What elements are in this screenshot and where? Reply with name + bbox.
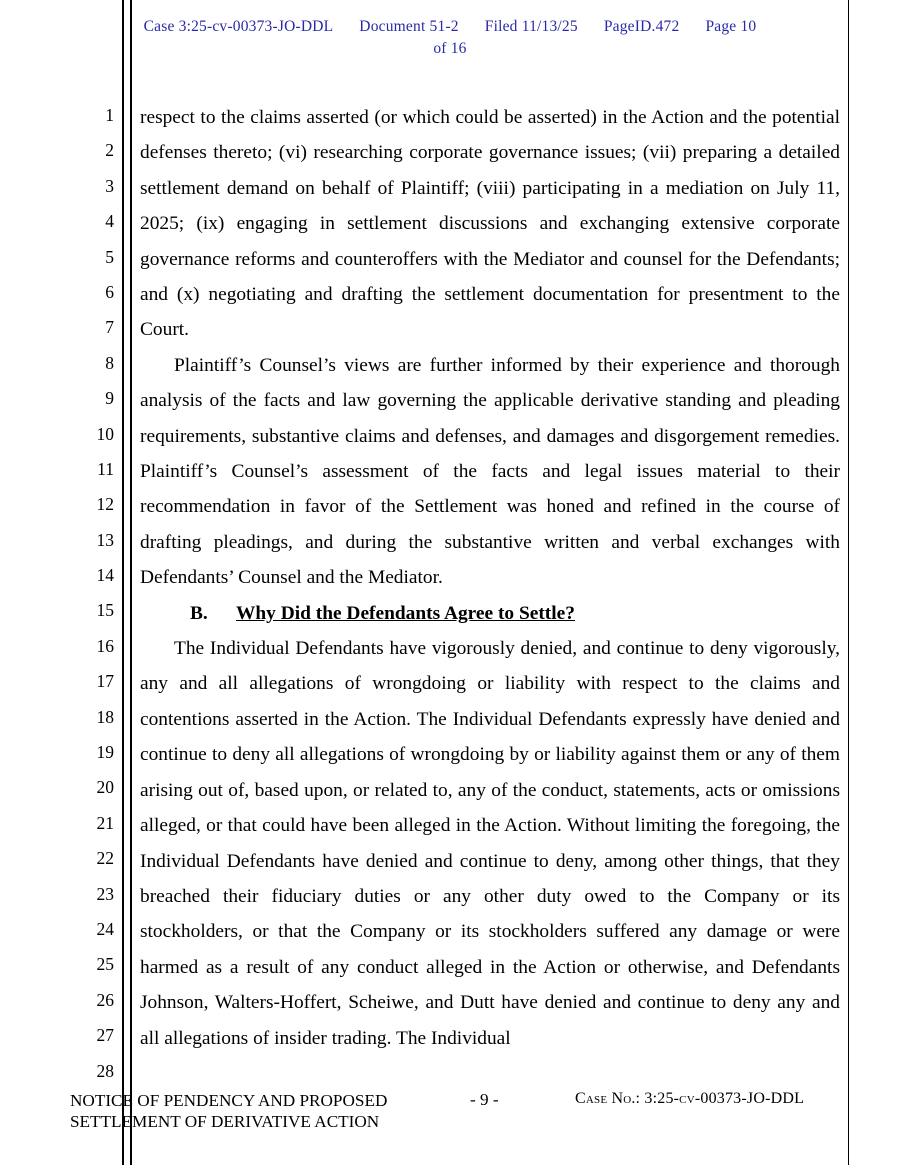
footer-title-line-1: NOTICE OF PENDENCY AND PROPOSED bbox=[70, 1091, 388, 1110]
line-number: 2 bbox=[105, 140, 114, 161]
line-number: 1 bbox=[105, 105, 114, 125]
line-number: 7 bbox=[105, 317, 114, 338]
line-number-column bbox=[62, 98, 114, 1089]
line-number: 26 bbox=[96, 989, 114, 1010]
line-number: 23 bbox=[96, 883, 114, 904]
line-number: 13 bbox=[96, 529, 114, 550]
footer-page-number: - 9 - bbox=[470, 1090, 499, 1109]
ecf-page-of: of 16 bbox=[433, 40, 467, 58]
line-number: 21 bbox=[96, 812, 114, 833]
line-number: 14 bbox=[96, 565, 114, 586]
line-number: 28 bbox=[96, 1060, 114, 1081]
footer-document-title bbox=[70, 1090, 440, 1132]
line-number: 8 bbox=[105, 352, 114, 373]
ecf-document-number: Document 51-2 bbox=[359, 18, 459, 35]
line-number: 27 bbox=[96, 1025, 114, 1046]
line-number: 6 bbox=[105, 281, 114, 302]
ecf-page-id: PageID.472 bbox=[603, 18, 680, 35]
line-number: 24 bbox=[96, 918, 114, 939]
footer-title-line-2: SETTLEMENT OF DERIVATIVE ACTION bbox=[70, 1112, 380, 1131]
footer-case-number: Case No.: 3:25-cv-00373-JO-DDL bbox=[575, 1090, 805, 1107]
ecf-page-number: Page 10 bbox=[705, 18, 757, 35]
line-number: 17 bbox=[96, 671, 114, 692]
body-paragraph-3: The Individual Defendants have vigorously denied, and continue to deny vigorously, any and all allegations of wrongdoing or liability with respect to the claims and contentions asserted in the Action. The Individual Defendants expressly have denied and continue to deny all allegations of wrongdoing by or liability against them or any of them arising out of, based upon, or related to, any of the conduct, statements, acts or omissions alleged, or that could have been alleged in the Action. Without limiting the foregoing, the Individual Defendants have denied and continue to deny, among other things, that they breached their fiduciary duties or any other duty owed to the Company or its stockholders, or that the Company or its stockholders suffered any damage or were harmed as a result of any conduct alleged in the Action or otherwise, and Defendants Johnson, Walters-Hoffert, Scheiwe, and Dutt have denied and continue to deny any and all allegations of insider trading. The Individual bbox=[140, 638, 840, 1049]
pleading-paper-frame bbox=[62, 0, 852, 1165]
line-number: 15 bbox=[96, 600, 114, 621]
body-paragraph-2: Plaintiff’s Counsel’s views are further informed by their experience and thorough analysis of the facts and law governing the applicable derivative standing and pleading requirements, substantive claims and defenses, and damages and disgorgement remedies. Plaintiff’s Counsel’s assessment of the facts and legal issues material to their recommendation in favor of the Settlement was honed and refined in the course of drafting pleadings, and during the substantive written and verbal exchanges with Defendants’ Counsel and the Mediator. bbox=[140, 354, 840, 589]
document-body bbox=[140, 100, 840, 1056]
left-margin-rule-outer bbox=[122, 0, 124, 1165]
left-margin-rule-inner bbox=[130, 0, 132, 1165]
line-number: 12 bbox=[96, 494, 114, 515]
line-number: 3 bbox=[105, 175, 114, 196]
line-number: 5 bbox=[105, 246, 114, 267]
line-number: 22 bbox=[96, 848, 114, 869]
ecf-filed-date: Filed 11/13/25 bbox=[484, 18, 578, 35]
line-number: 25 bbox=[96, 954, 114, 975]
body-paragraph-1: respect to the claims asserted (or which could be asserted) in the Action and the potential defenses thereto; (vi) researching corporate governance issues; (vii) preparing a detailed settlement demand on behalf of Plaintiff; (viii) participating in a mediation on July 11, 2025; (ix) engaging in settlement discussions and exchanging extensive corporate governance reforms and counteroffers with the Mediator and counsel for the Defendants; and (x) negotiating and drafting the settlement documentation for presentment to the Court. bbox=[140, 107, 840, 341]
page-footer bbox=[70, 1090, 860, 1140]
right-margin-rule bbox=[848, 0, 849, 1165]
line-number: 19 bbox=[96, 742, 114, 763]
line-number: 11 bbox=[97, 458, 114, 479]
line-number: 10 bbox=[96, 423, 114, 444]
line-number: 4 bbox=[105, 211, 114, 232]
line-number: 9 bbox=[105, 388, 114, 409]
line-number: 18 bbox=[96, 706, 114, 727]
section-heading-letter: B. bbox=[190, 602, 208, 624]
section-heading-b bbox=[140, 596, 840, 631]
line-number: 16 bbox=[96, 635, 114, 656]
line-number: 20 bbox=[96, 777, 114, 798]
section-heading-text: Why Did the Defendants Agree to Settle? bbox=[236, 602, 575, 624]
ecf-case-number: Case 3:25-cv-00373-JO-DDL bbox=[143, 18, 334, 35]
